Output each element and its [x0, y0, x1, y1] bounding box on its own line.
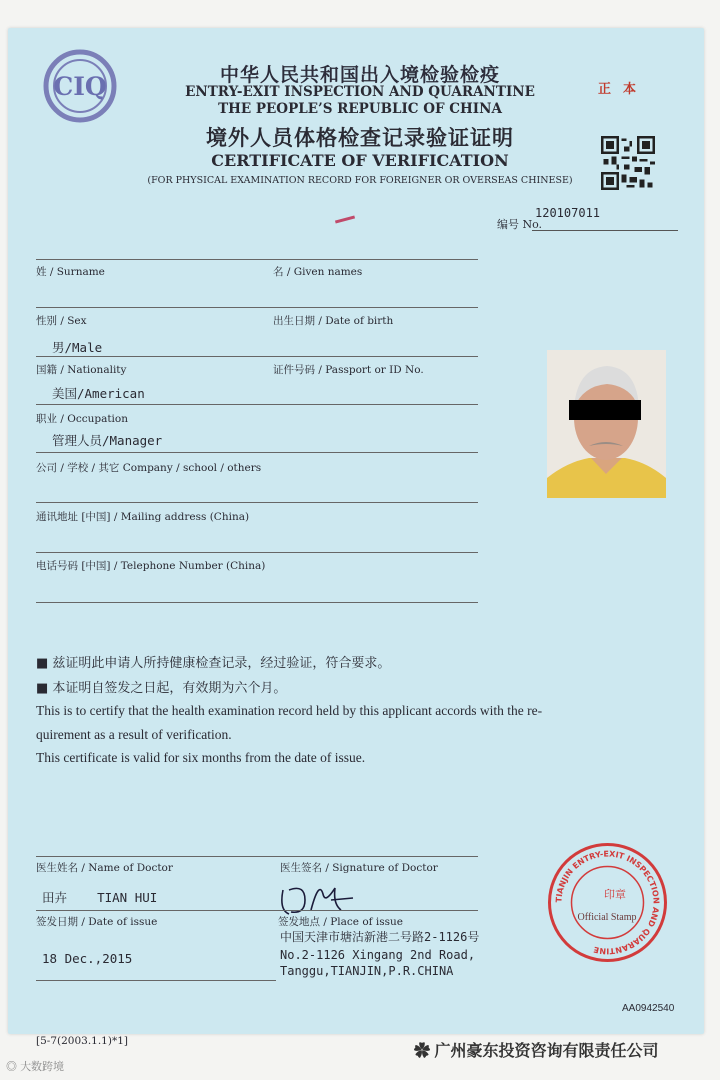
date-value: 18 Dec.,2015	[42, 951, 133, 966]
statement-en-1: This is to certify that the health examination record held by this applicant accords with the re-	[36, 703, 543, 718]
place-cn: 中国天津市塘沽新港二号路2-1126号	[280, 930, 480, 944]
statement-en-2: quirement as a result of verification.	[36, 727, 232, 742]
rule	[36, 307, 478, 308]
statement-cn-1: ■ 兹证明此申请人所持健康检查记录，经过验证，符合要求。	[36, 656, 391, 671]
occupation-label: 职业 / Occupation	[36, 413, 128, 425]
sex-label: 性别 / Sex	[36, 315, 87, 327]
rule	[36, 910, 478, 911]
passport-label: 证件号码 / Passport or ID No.	[273, 364, 424, 376]
stamp-cn: 印章	[604, 888, 626, 901]
given-names-label: 名 / Given names	[273, 266, 363, 278]
surname-label: 姓 / Surname	[36, 266, 105, 278]
official-stamp	[545, 840, 670, 965]
left-watermark-text: 大数跨境	[20, 1061, 65, 1073]
subtitle: (FOR PHYSICAL EXAMINATION RECORD FOR FOREIGNER OR OVERSEAS CHINESE)	[147, 175, 573, 186]
doctor-signature	[275, 870, 365, 920]
original-mark: 正本	[598, 82, 649, 97]
company-label: 公司 / 学校 / 其它 Company / school / others	[36, 462, 262, 474]
agency-en-2: THE PEOPLE’S REPUBLIC OF CHINA	[218, 101, 502, 117]
title-cn: 境外人员体格检查记录验证证明	[206, 125, 514, 150]
rule	[36, 980, 276, 981]
applicant-photo	[547, 350, 666, 498]
svg-text:TIANJIN ENTRY-EXIT INSPECTION	[554, 849, 660, 955]
nationality-label: 国籍 / Nationality	[36, 364, 127, 376]
wechat-icon: ✿	[414, 1043, 435, 1060]
doctor-signature-label: 医生签名 / Signature of Doctor	[280, 862, 438, 874]
serial-number: 120107011	[535, 206, 601, 220]
rule	[36, 552, 478, 553]
rule	[36, 356, 478, 357]
form-code: [5-7(2003.1.1)*1]	[36, 1035, 128, 1047]
place-en-2: Tanggu,TIANJIN,P.R.CHINA	[280, 964, 454, 978]
agency-en-1: ENTRY-EXIT INSPECTION AND QUARANTINE	[185, 84, 535, 100]
place-label: 签发地点 / Place of issue	[278, 916, 403, 928]
sex-value: 男/Male	[52, 340, 103, 355]
dob-label: 出生日期 / Date of birth	[273, 315, 394, 327]
serial-line	[532, 230, 678, 231]
rule	[36, 856, 478, 857]
stamp-ring-text: TIANJIN ENTRY-EXIT INSPECTION AND QUARANTINE	[554, 849, 661, 956]
place-en-1: No.2-1126 Xingang 2nd Road,	[280, 948, 476, 962]
left-watermark	[6, 1058, 64, 1074]
company-watermark	[414, 1038, 658, 1061]
rule	[36, 404, 478, 405]
statement-cn-2: ■ 本证明自签发之日起，有效期为六个月。	[36, 681, 287, 696]
doctor-name-label: 医生姓名 / Name of Doctor	[36, 862, 173, 874]
agency-cn: 中华人民共和国出入境检验检疫	[219, 64, 500, 86]
phone-label: 电话号码 [中国] / Telephone Number (China)	[36, 560, 266, 572]
address-label: 通讯地址 [中国] / Mailing address (China)	[36, 511, 250, 523]
rule	[36, 502, 478, 503]
company-name: 广州豪东投资咨询有限责任公司	[434, 1043, 659, 1060]
statement-en-3: This certificate is valid for six months from the date of issue.	[36, 750, 366, 765]
stamp-en: Official Stamp	[577, 912, 637, 923]
rule	[36, 259, 478, 260]
serial-label: 编号 No.	[497, 218, 543, 231]
doctor-name-value: 田卉 TIAN HUI	[42, 890, 158, 905]
circle-icon: ◎	[6, 1061, 21, 1073]
rule	[36, 452, 478, 453]
qr-code-icon	[600, 136, 656, 190]
title-en: CERTIFICATE OF VERIFICATION	[211, 151, 509, 170]
rule	[36, 602, 478, 603]
svg-text:CIQ: CIQ	[53, 72, 107, 101]
document-number: AA0942540	[622, 1003, 675, 1014]
nationality-value: 美国/American	[52, 386, 145, 401]
date-label: 签发日期 / Date of issue	[36, 916, 158, 928]
occupation-value: 管理人员/Manager	[52, 433, 163, 448]
